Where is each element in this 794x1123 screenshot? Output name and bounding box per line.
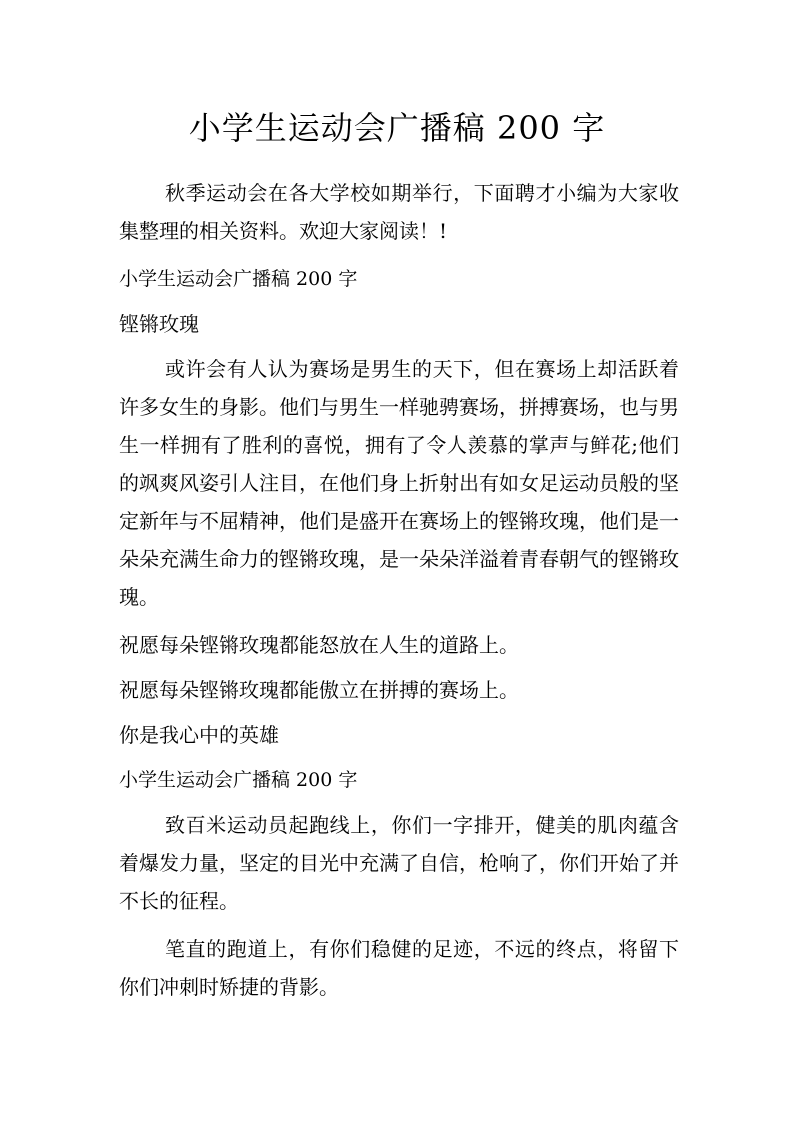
section-heading: 小学生运动会广播稿 200 字: [119, 769, 358, 791]
wish-line: 祝愿每朵铿锵玫瑰都能怒放在人生的道路上。: [119, 633, 519, 657]
document-body: [119, 174, 679, 1006]
body-paragraph: 致百米运动员起跑线上，你们一字排开，健美的肌肉蕴含着爆发力量，坚定的目光中充满了自信，枪响了，你们开始了并不长的征程。: [119, 813, 679, 913]
document-title: 小学生运动会广播稿 200 字: [188, 109, 606, 147]
section-subtitle: 你是我心中的英雄: [119, 723, 279, 747]
section-subtitle: 铿锵玫瑰: [119, 312, 199, 336]
intro-paragraph: 秋季运动会在各大学校如期举行，下面聘才小编为大家收集整理的相关资料。欢迎大家阅读！!: [119, 181, 679, 243]
body-paragraph: 或许会有人认为赛场是男生的天下，但在赛场上却活跃着许多女生的身影。他们与男生一样驰骋赛场，拼搏赛场，也与男生一样拥有了胜利的喜悦，拥有了令人羡慕的掌声与鲜花;他们的飒爽风姿引人注目，在他们身上折射出有如女足运动员般的坚定新年与不屈精神，他们是盛开在赛场上的铿锵玫瑰，他们是一朵朵充满生命力的铿锵玫瑰，是一朵朵洋溢着青春朝气的铿锵玫瑰。: [119, 357, 679, 609]
wish-line: 祝愿每朵铿锵玫瑰都能傲立在拼搏的赛场上。: [119, 678, 519, 702]
body-paragraph: 笔直的跑道上，有你们稳健的足迹，不远的终点，将留下你们冲刺时矫捷的背影。: [119, 937, 679, 999]
section-heading: 小学生运动会广播稿 200 字: [119, 268, 358, 290]
